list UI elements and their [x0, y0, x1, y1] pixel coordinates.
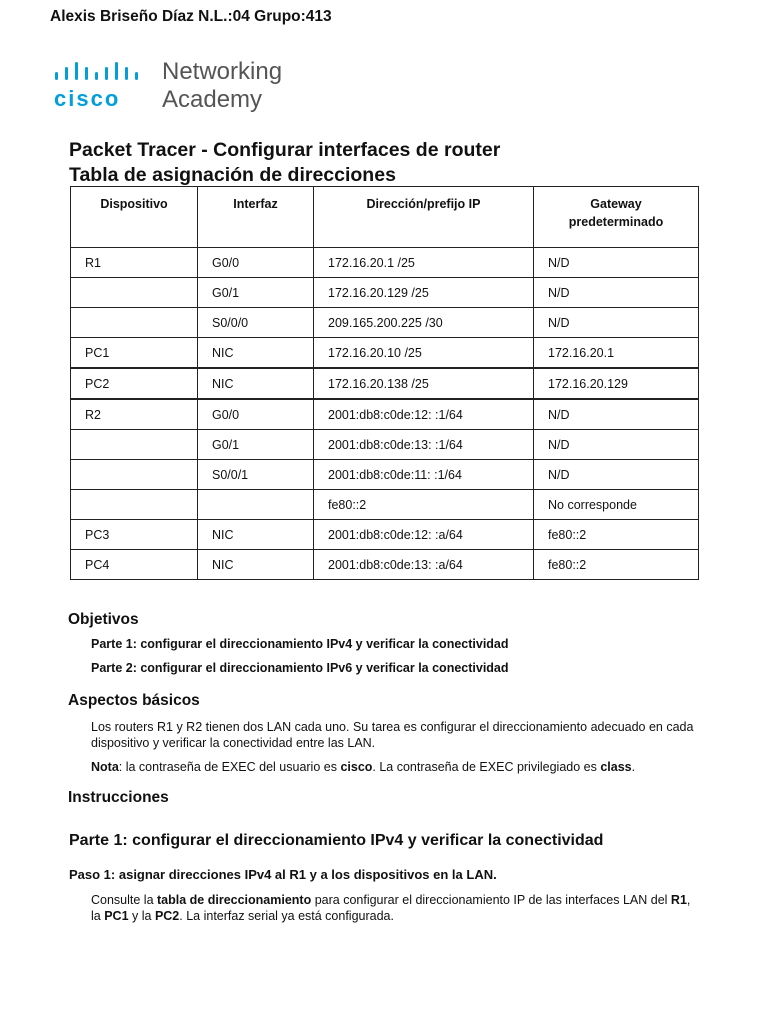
table-row	[71, 278, 699, 308]
paso-text-5: . La interfaz serial ya está configurada.	[179, 909, 394, 923]
objetivo-parte-2: Parte 2: configurar el direccionamiento IPv6 y verificar la conectividad	[91, 661, 509, 675]
cell-interfaz: NIC	[198, 520, 314, 550]
cell-gateway: N/D	[534, 430, 699, 460]
paso-1-paragraph	[91, 892, 701, 924]
paso-bold-tabla: tabla de direccionamiento	[157, 893, 312, 907]
document-title	[69, 138, 500, 188]
cell-direccion: fe80::2	[314, 490, 534, 520]
cell-direccion: 172.16.20.10 /25	[314, 338, 534, 369]
cisco-wordmark: cisco	[54, 86, 121, 111]
title-line-1: Packet Tracer - Configurar interfaces de router	[69, 139, 501, 161]
cell-gateway: fe80::2	[534, 550, 699, 580]
cisco-networking-academy-logo	[54, 58, 304, 118]
cell-dispositivo: PC1	[71, 338, 198, 369]
nota-password-user: cisco	[340, 760, 373, 774]
paso-text-4: y la	[128, 909, 155, 923]
paso-text-2: para configurar el direccionamiento IP de las interfaces LAN del	[311, 893, 671, 907]
cell-interfaz: S0/0/0	[198, 308, 314, 338]
header-direccion: Dirección/prefijo IP	[314, 187, 534, 248]
cell-dispositivo	[71, 430, 198, 460]
table-row	[71, 520, 699, 550]
paso-1-heading: Paso 1: asignar direcciones IPv4 al R1 y a los dispositivos en la LAN.	[69, 867, 497, 882]
cell-dispositivo: R1	[71, 248, 198, 278]
cell-gateway: N/D	[534, 460, 699, 490]
cell-interfaz: NIC	[198, 550, 314, 580]
table-row	[71, 399, 699, 430]
header-interfaz: Interfaz	[198, 187, 314, 248]
table-row	[71, 430, 699, 460]
cell-interfaz: G0/1	[198, 430, 314, 460]
nota-text-3: .	[631, 760, 636, 774]
parte-1-heading: Parte 1: configurar el direccionamiento IPv4 y verificar la conectividad	[69, 832, 604, 849]
nota-text-2: . La contraseña de EXEC privilegiado es	[372, 760, 601, 774]
cell-direccion: 209.165.200.225 /30	[314, 308, 534, 338]
cell-interfaz	[198, 490, 314, 520]
table-header-row	[71, 187, 699, 248]
cell-interfaz: NIC	[198, 338, 314, 369]
aspectos-heading: Aspectos básicos	[68, 692, 200, 709]
table-row	[71, 550, 699, 580]
cell-gateway: N/D	[534, 399, 699, 430]
cell-direccion: 172.16.20.129 /25	[314, 278, 534, 308]
document-author-line: Alexis Briseño Díaz N.L.:04 Grupo:413	[50, 8, 332, 25]
cell-interfaz: S0/0/1	[198, 460, 314, 490]
cell-dispositivo: R2	[71, 399, 198, 430]
cell-dispositivo: PC4	[71, 550, 198, 580]
title-line-2: Tabla de asignación de direcciones	[69, 164, 396, 186]
cell-direccion: 2001:db8:c0de:12: :a/64	[314, 520, 534, 550]
cell-gateway: N/D	[534, 248, 699, 278]
cell-gateway: No corresponde	[534, 490, 699, 520]
nota-text-1: : la contraseña de EXEC del usuario es	[118, 760, 341, 774]
cell-gateway: fe80::2	[534, 520, 699, 550]
paso-text-1: Consulte la	[91, 893, 158, 907]
table-row	[71, 308, 699, 338]
logo-text-networking: Networking	[162, 58, 283, 85]
table-row	[71, 460, 699, 490]
cell-direccion: 2001:db8:c0de:13: :1/64	[314, 430, 534, 460]
table-row	[71, 248, 699, 278]
cell-gateway: N/D	[534, 308, 699, 338]
cisco-bars-icon	[54, 62, 150, 84]
paso-text-3: , la	[91, 893, 691, 923]
cell-dispositivo	[71, 460, 198, 490]
nota-label: Nota	[91, 760, 119, 774]
cell-direccion: 172.16.20.138 /25	[314, 368, 534, 399]
cell-interfaz: G0/0	[198, 399, 314, 430]
paso-bold-r1: R1	[670, 893, 687, 907]
cell-direccion: 2001:db8:c0de:12: :1/64	[314, 399, 534, 430]
paso-bold-pc1: PC1	[104, 909, 129, 923]
table-row	[71, 490, 699, 520]
nota-password-priv: class	[600, 760, 632, 774]
header-gateway: Gateway predeterminado	[534, 187, 699, 248]
cell-dispositivo	[71, 490, 198, 520]
objetivo-parte-1: Parte 1: configurar el direccionamiento IPv4 y verificar la conectividad	[91, 637, 509, 651]
logo-text-academy: Academy	[162, 86, 263, 113]
address-table	[70, 186, 699, 580]
header-dispositivo: Dispositivo	[71, 187, 198, 248]
cell-direccion: 2001:db8:c0de:11: :1/64	[314, 460, 534, 490]
cell-interfaz: NIC	[198, 368, 314, 399]
instrucciones-heading: Instrucciones	[68, 789, 169, 806]
cell-gateway: 172.16.20.129	[534, 368, 699, 399]
nota-paragraph	[91, 759, 701, 775]
cell-gateway: N/D	[534, 278, 699, 308]
table-row	[71, 338, 699, 369]
objetivos-heading: Objetivos	[68, 611, 139, 628]
cell-interfaz: G0/0	[198, 248, 314, 278]
paso-bold-pc2: PC2	[154, 909, 180, 923]
cell-dispositivo: PC3	[71, 520, 198, 550]
cell-gateway: 172.16.20.1	[534, 338, 699, 369]
cell-dispositivo	[71, 308, 198, 338]
cell-direccion: 2001:db8:c0de:13: :a/64	[314, 550, 534, 580]
aspectos-paragraph: Los routers R1 y R2 tienen dos LAN cada uno. Su tarea es configurar el direccionamiento adecuado en cada dispositivo y verificar la conectividad entre las LAN.	[91, 720, 694, 750]
table-row	[71, 368, 699, 399]
cell-dispositivo	[71, 278, 198, 308]
cell-dispositivo: PC2	[71, 368, 198, 399]
cell-direccion: 172.16.20.1 /25	[314, 248, 534, 278]
cell-interfaz: G0/1	[198, 278, 314, 308]
